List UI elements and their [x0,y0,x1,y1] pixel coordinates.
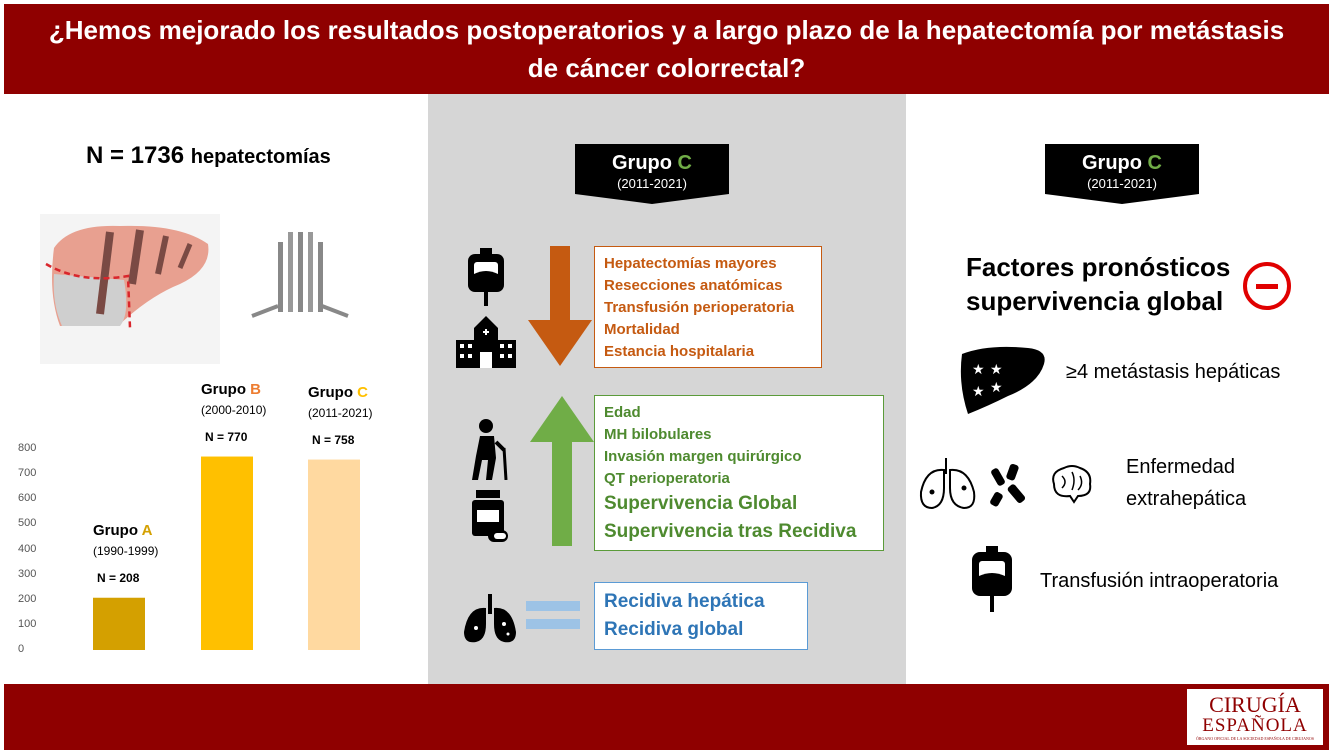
y-tick-label: 100 [18,617,37,630]
factor-liver-metastases: ≥4 metástasis hepáticas [1066,361,1281,383]
group-label-letter: A [141,521,153,539]
logo-line2: ESPAÑOLA [1202,715,1308,736]
journal-logo [1185,687,1325,747]
svg-text:★: ★ [972,361,985,377]
increased-big-item: Supervivencia tras Recidiva [604,521,857,542]
increased-box [594,395,884,551]
group-label [93,522,152,539]
footer-bar [4,684,1329,750]
bar-b [201,457,253,650]
decreased-item: Mortalidad [604,321,680,338]
pill-bottle-icon [470,490,510,544]
increased-item: Invasión margen quirúrgico [604,448,802,465]
increased-big-item: Supervivencia Global [604,493,798,514]
equal-list [604,588,798,644]
decreased-list [604,253,812,363]
prognostic-title-line2: supervivencia global [966,286,1224,316]
group-label-prefix: Grupo [201,380,251,398]
decreased-item: Transfusión perioperatoria [604,299,795,316]
group-c-banner-center [575,144,729,194]
y-tick-label: 300 [18,567,37,580]
factor-extrahepatic-line1: Enfermedad [1126,456,1235,478]
group-label-letter: B [250,380,262,398]
factor-extrahepatic [1126,451,1246,515]
group-n: N = 770 [205,429,248,444]
elderly-person-icon [466,418,512,480]
up-arrow-icon [530,396,594,546]
bar-a [93,598,145,650]
increased-item: QT perioperatoria [604,470,730,487]
blood-bag-icon-right [970,546,1014,612]
group-years: (2000-2010) [201,402,267,417]
brain-icon [1048,464,1094,504]
bar-chart [0,0,420,684]
equals-icon [526,599,580,633]
factor-extrahepatic-line2: extrahepática [1126,488,1247,510]
prognostic-title-line1: Factores pronósticos [966,252,1231,282]
banner-prefix: Grupo [1082,152,1148,174]
group-label-prefix: Grupo [308,383,358,401]
total-count-suffix: hepatectomías [190,146,331,168]
equal-item: Recidiva global [604,619,744,640]
group-c-banner-right [1045,144,1199,194]
group-years: (2011-2021) [308,405,373,420]
lungs-outline-icon [918,458,978,512]
total-count-value: N = 1736 [86,142,185,169]
banner-letter: C [1147,152,1162,174]
group-label-letter: C [357,383,369,401]
down-arrow-icon [528,246,592,366]
svg-text:★: ★ [972,383,985,399]
page-title-text: ¿Hemos mejorado los resultados postoperatorios y a largo plazo de la hepatectomía por metástasis de cáncer colorrectal? [48,15,1285,83]
minus-circle-icon [1243,262,1291,310]
svg-text:★: ★ [990,379,1003,395]
svg-text:★: ★ [990,361,1003,377]
y-tick-label: 200 [18,592,37,605]
bone-metastasis-icon [988,462,1038,508]
equal-item: Recidiva hepática [604,591,765,612]
y-tick-label: 700 [18,467,37,480]
banner-years: (2011-2021) [1087,176,1157,191]
lungs-icon [462,594,518,644]
equal-box [594,582,808,650]
increased-big-list [604,490,874,546]
prognostic-title [966,250,1230,318]
factor-transfusion: Transfusión intraoperatoria [1040,570,1279,592]
y-tick-label: 400 [18,542,37,555]
group-label-prefix: Grupo [93,521,142,539]
y-tick-label: 600 [18,492,37,505]
y-tick-label: 500 [18,517,37,530]
banner-letter: C [677,152,692,174]
group-years: (1990-1999) [93,543,159,558]
banner-prefix: Grupo [612,152,678,174]
decreased-item: Hepatectomías mayores [604,255,777,272]
decreased-item: Estancia hospitalaria [604,343,755,360]
group-label [308,384,368,401]
group-n: N = 208 [97,570,140,585]
group-n: N = 758 [312,432,355,447]
increased-item: MH bilobulares [604,426,712,443]
logo-line3: ÓRGANO OFICIAL DE LA SOCIEDAD ESPAÑOLA DE CIRUJANOS [1195,736,1315,741]
decreased-item: Resecciones anatómicas [604,277,783,294]
group-label [201,381,261,398]
increased-item: Edad [604,404,641,421]
liver-metastasis-icon [958,344,1048,416]
bar-c [308,460,360,650]
hospital-icon [454,314,518,368]
logo-line1: CIRUGÍA [1209,692,1301,717]
blood-bag-icon [466,248,506,306]
increased-list [604,402,874,490]
decreased-box [594,246,822,368]
banner-years: (2011-2021) [617,176,687,191]
y-tick-label: 0 [18,643,25,655]
y-tick-label: 800 [18,442,37,454]
